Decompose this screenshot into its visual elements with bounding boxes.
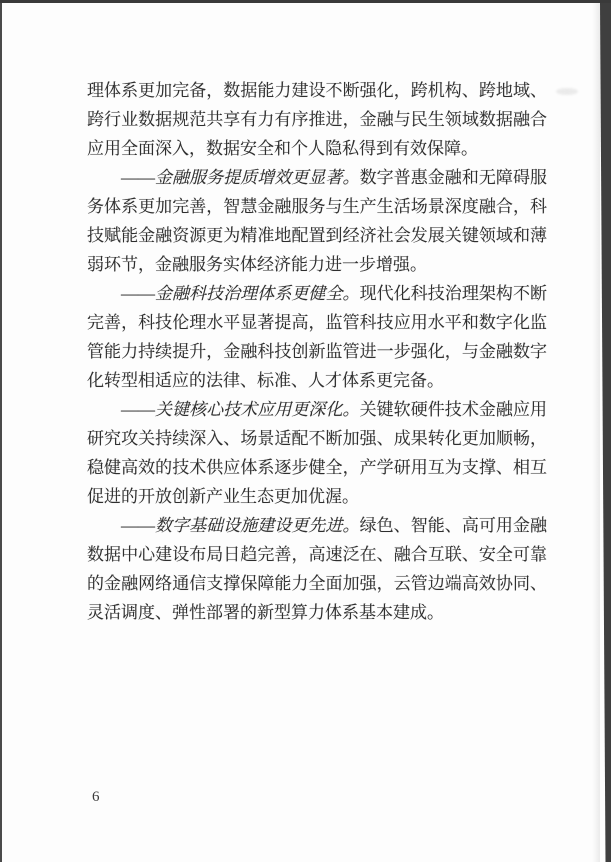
- scan-artifact: [556, 88, 578, 95]
- em-dash: ——: [121, 284, 155, 303]
- page-number: 6: [92, 789, 100, 805]
- paragraph-body: 绿色、智能、高可用金融数据中心建设布局日趋完善，高速泛在、融合互联、安全可靠的金融网络通信支撑保障能力全面加强，云管边端高效协同、灵活调度、弹性部署的新型算力体系基本建成。: [87, 516, 548, 622]
- paragraph-body: 现代化科技治理架构不断完善，科技伦理水平显著提高，监管科技应用水平和数字化监管能力持续提升，金融科技创新监管进一步强化，与金融数字化转型相适应的法律、标准、人才体系更完备。: [87, 284, 548, 390]
- document-text-block: [87, 76, 547, 627]
- paragraph-lead: 数字基础设施建设更先进。: [155, 516, 360, 535]
- paragraph-body: 数字普惠金融和无障碍服务体系更加完善，智慧金融服务与生产生活场景深度融合，科技赋能金融资源更为精准地配置到经济社会发展关键领域和薄弱环节，金融服务实体经济能力进一步增强。: [87, 168, 548, 274]
- paragraph-fintech-governance: [87, 279, 547, 395]
- paper-edge-shadow: [592, 3, 600, 862]
- scan-border-right: [600, 3, 611, 862]
- scan-border-top: [0, 0, 611, 3]
- paragraph-financial-services: [87, 163, 547, 279]
- paragraph-continuation: 理体系更加完备，数据能力建设不断强化，跨机构、跨地域、跨行业数据规范共享有力有序推进，金融与民生领域数据融合应用全面深入，数据安全和个人隐私得到有效保障。: [87, 81, 547, 158]
- paragraph-lead: 金融科技治理体系更健全。: [155, 284, 360, 303]
- scan-border-left: [0, 3, 2, 862]
- em-dash: ——: [121, 400, 155, 419]
- paragraph-digital-infrastructure: [87, 511, 547, 627]
- paragraph-lead: 金融服务提质增效更显著。: [155, 168, 360, 187]
- em-dash: ——: [121, 516, 155, 535]
- em-dash: ——: [121, 168, 155, 187]
- paragraph-body: 关键软硬件技术金融应用研究攻关持续深入、场景适配不断加强、成果转化更加顺畅，稳健高效的技术供应体系逐步健全，产学研用互为支撑、相互促进的开放创新产业生态更加优渥。: [87, 400, 548, 506]
- paragraph-core-technology: [87, 395, 547, 511]
- paragraph-lead: 关键核心技术应用更深化。: [155, 400, 360, 419]
